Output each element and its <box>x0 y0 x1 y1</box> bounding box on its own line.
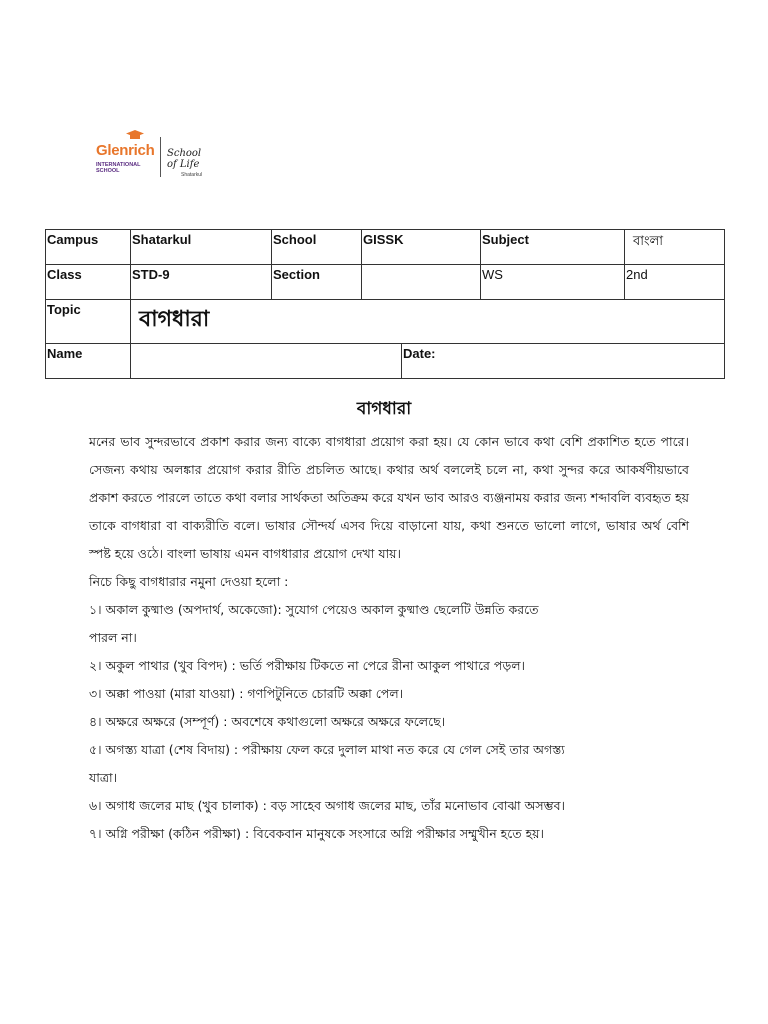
table-row <box>46 265 725 300</box>
date-label[interactable]: Date: <box>402 344 725 379</box>
campus-value: Shatarkul <box>131 230 272 265</box>
logo-tagline-block <box>167 126 213 188</box>
document-title: বাগধারা <box>356 399 412 419</box>
class-label: Class <box>46 265 131 300</box>
list-item: ২। অকুল পাথার (খুব বিপদ) : ভর্তি পরীক্ষায় টিকতে না পেরে রীনা আকুল পাথারে পড়ল। <box>89 658 526 673</box>
examples-list <box>89 596 709 848</box>
list-item: ৬। অগাধ জলের মাছ (খুব চালাক) : বড় সাহেব অগাধ জলের মাছ, তাঁর মনোভাব বোঝা অসম্ভব। <box>89 798 565 813</box>
table-row <box>46 300 725 344</box>
logo-subtitle: INTERNATIONAL SCHOOL <box>96 162 141 174</box>
name-field[interactable] <box>131 344 402 379</box>
table-row <box>46 230 725 265</box>
section-value[interactable] <box>362 265 481 300</box>
school-label: School <box>272 230 362 265</box>
logo-divider <box>160 137 161 177</box>
logo-brand: Glenrich <box>96 142 155 159</box>
logo-mark <box>90 126 155 188</box>
logo-tagline: School of Life <box>167 148 202 170</box>
name-label: Name <box>46 344 131 379</box>
list-item: ৪। অক্ষরে অক্ষরে (সম্পূর্ণ) : অবশেষে কথাগুলো অক্ষরে অক্ষরে ফলেছে। <box>89 714 446 729</box>
campus-label: Campus <box>46 230 131 265</box>
graduation-cap-icon <box>126 130 144 140</box>
info-table <box>45 229 725 379</box>
topic-label: Topic <box>46 300 131 344</box>
list-item: ১। অকাল কুষ্মাণ্ড (অপদার্থ, অকেজো): সুযোগ পেয়েও অকাল কুষ্মাণ্ড ছেলেটি উন্নতি করতে পারল না। <box>89 602 539 645</box>
school-value: GISSK <box>362 230 481 265</box>
intro-paragraph-block <box>89 428 689 596</box>
table-row <box>46 344 725 379</box>
section-label: Section <box>272 265 362 300</box>
subject-value: বাংলা <box>625 230 725 265</box>
class-value: STD-9 <box>131 265 272 300</box>
part-value: 2nd <box>625 265 725 300</box>
list-item: ৫। অগস্ত্য যাত্রা (শেষ বিদায়) : পরীক্ষায় ফেল করে দুলাল মাথা নত করে যে গেল সেই তার অগস্ত্য যাত্রা। <box>89 742 565 785</box>
school-logo <box>90 126 214 188</box>
ws-value: WS <box>481 265 625 300</box>
topic-value: বাগধারা <box>131 300 725 344</box>
intro-paragraph: মনের ভাব সুন্দরভাবে প্রকাশ করার জন্য বাক্যে বাগধারা প্রয়োগ করা হয়। যে কোন ভাবে কথা বেশি প্রকাশিত হতে পারে। সেজন্য কথায় অলঙ্কার প্রয়োগ করার রীতি প্রচলিত আছে। কথার অর্থ বললেই চলে না, কথা সুন্দর করে আকর্ষণীয়ভাবে প্রকাশ করতে পারলে তাতে কথা বলার সার্থকতা অতিক্রম করে যখন ভাব আরও ব্যঞ্জনাময় করার জন্য শব্দাবলি ব্যবহৃত হয় তাকে বাগধারা বা বাক্যরীতি বলে। ভাষার সৌন্দর্য এসব দিয়ে বাড়ানো যায়, কথা শুনতে ভালো লাগে, ভাষার অর্থ বেশি স্পষ্ট হয়ে ওঠে। বাংলা ভাষায় এমন বাগধারার প্রয়োগ দেখা যায়। <box>89 434 689 561</box>
examples-heading: নিচে কিছু বাগধারার নমুনা দেওয়া হলো : <box>89 574 289 589</box>
subject-label: Subject <box>481 230 625 265</box>
list-item: ৭। অগ্নি পরীক্ষা (কঠিন পরীক্ষা) : বিবেকবান মানুষকে সংসারে অগ্নি পরীক্ষার সম্মুখীন হতে হয়। <box>89 826 545 841</box>
logo-place: Shatarkul <box>181 172 203 178</box>
list-item: ৩। অক্কা পাওয়া (মারা যাওয়া) : গণপিটুনিতে চোরটি অক্কা পেল। <box>89 686 404 701</box>
